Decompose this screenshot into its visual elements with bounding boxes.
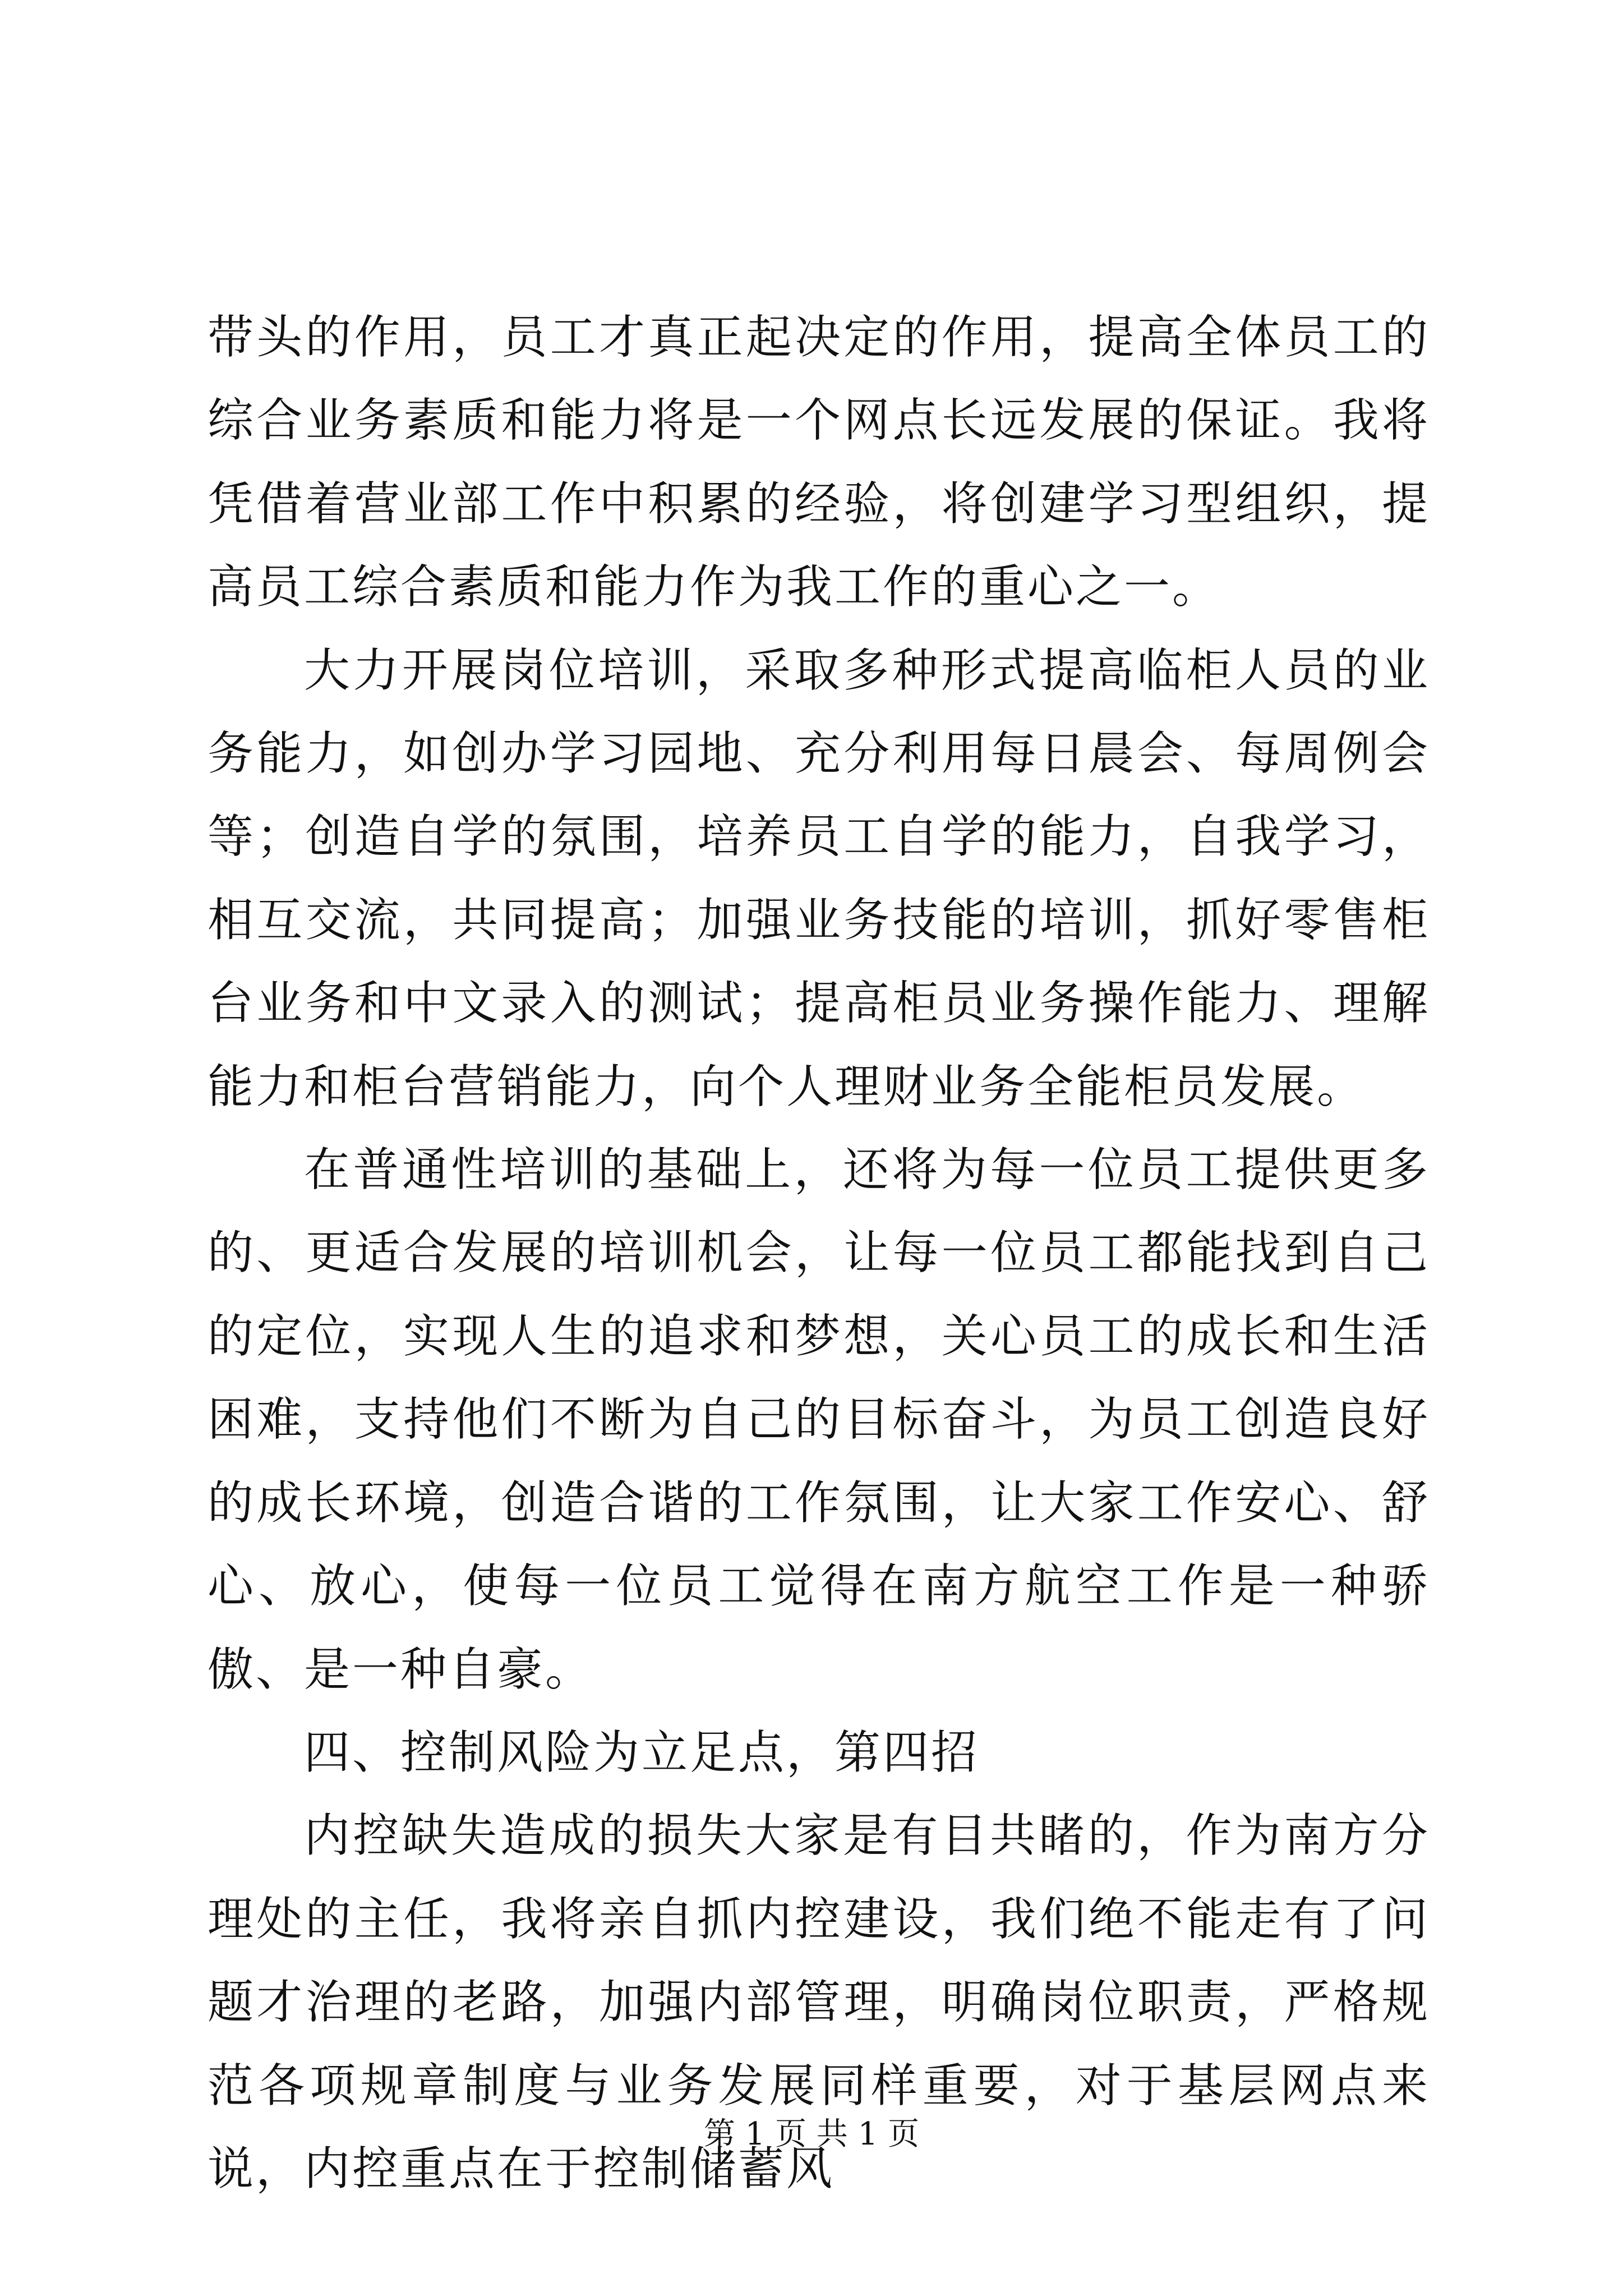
page-footer: 第 1 页 共 1 页 <box>703 2116 920 2152</box>
paragraph-3: 在普通性培训的基础上，还将为每一位员工提供更多的、更适合发展的培训机会，让每一位员工都能找到自己的定位，实现人生的追求和梦想，关心员工的成长和生活困难，支持他们不断为自己的目标奋斗，为员工创造良好的成长环境，创造合谐的工作氛围，让大家工作安心、舒心、放心，使每一位员工觉得在南方航空工作是一种骄傲、是一种自豪。 <box>208 1143 1430 1696</box>
paragraph-1: 带头的作用，员工才真正起决定的作用，提高全体员工的综合业务素质和能力将是一个网点长远发展的保证。我将凭借着营业部工作中积累的经验，将创建学习型组织，提高员工综合素质和能力作为我工作的重心之一。 <box>208 311 1430 614</box>
document-body <box>208 296 1430 2211</box>
paragraph-2: 大力开展岗位培训，采取多种形式提高临柜人员的业务能力，如创办学习园地、充分利用每日晨会、每周例会等；创造自学的氛围，培养员工自学的能力，自我学习，相互交流，共同提高；加强业务技能的培训，抓好零售柜台业务和中文录入的测试；提高柜员业务操作能力、理解能力和柜台营销能力，向个人理财业务全能柜员发展。 <box>208 643 1430 1114</box>
paragraph-5: 内控缺失造成的损失大家是有目共睹的，作为南方分理处的主任，我将亲自抓内控建设，我们绝不能走有了问题才治理的老路，加强内部管理，明确岗位职责，严格规范各项规章制度与业务发展同样重要，对于基层网点来说，内控重点在于控制储蓄风 <box>208 1809 1430 2196</box>
section-heading-4: 四、控制风险为立足点，第四招 <box>304 1726 980 1779</box>
